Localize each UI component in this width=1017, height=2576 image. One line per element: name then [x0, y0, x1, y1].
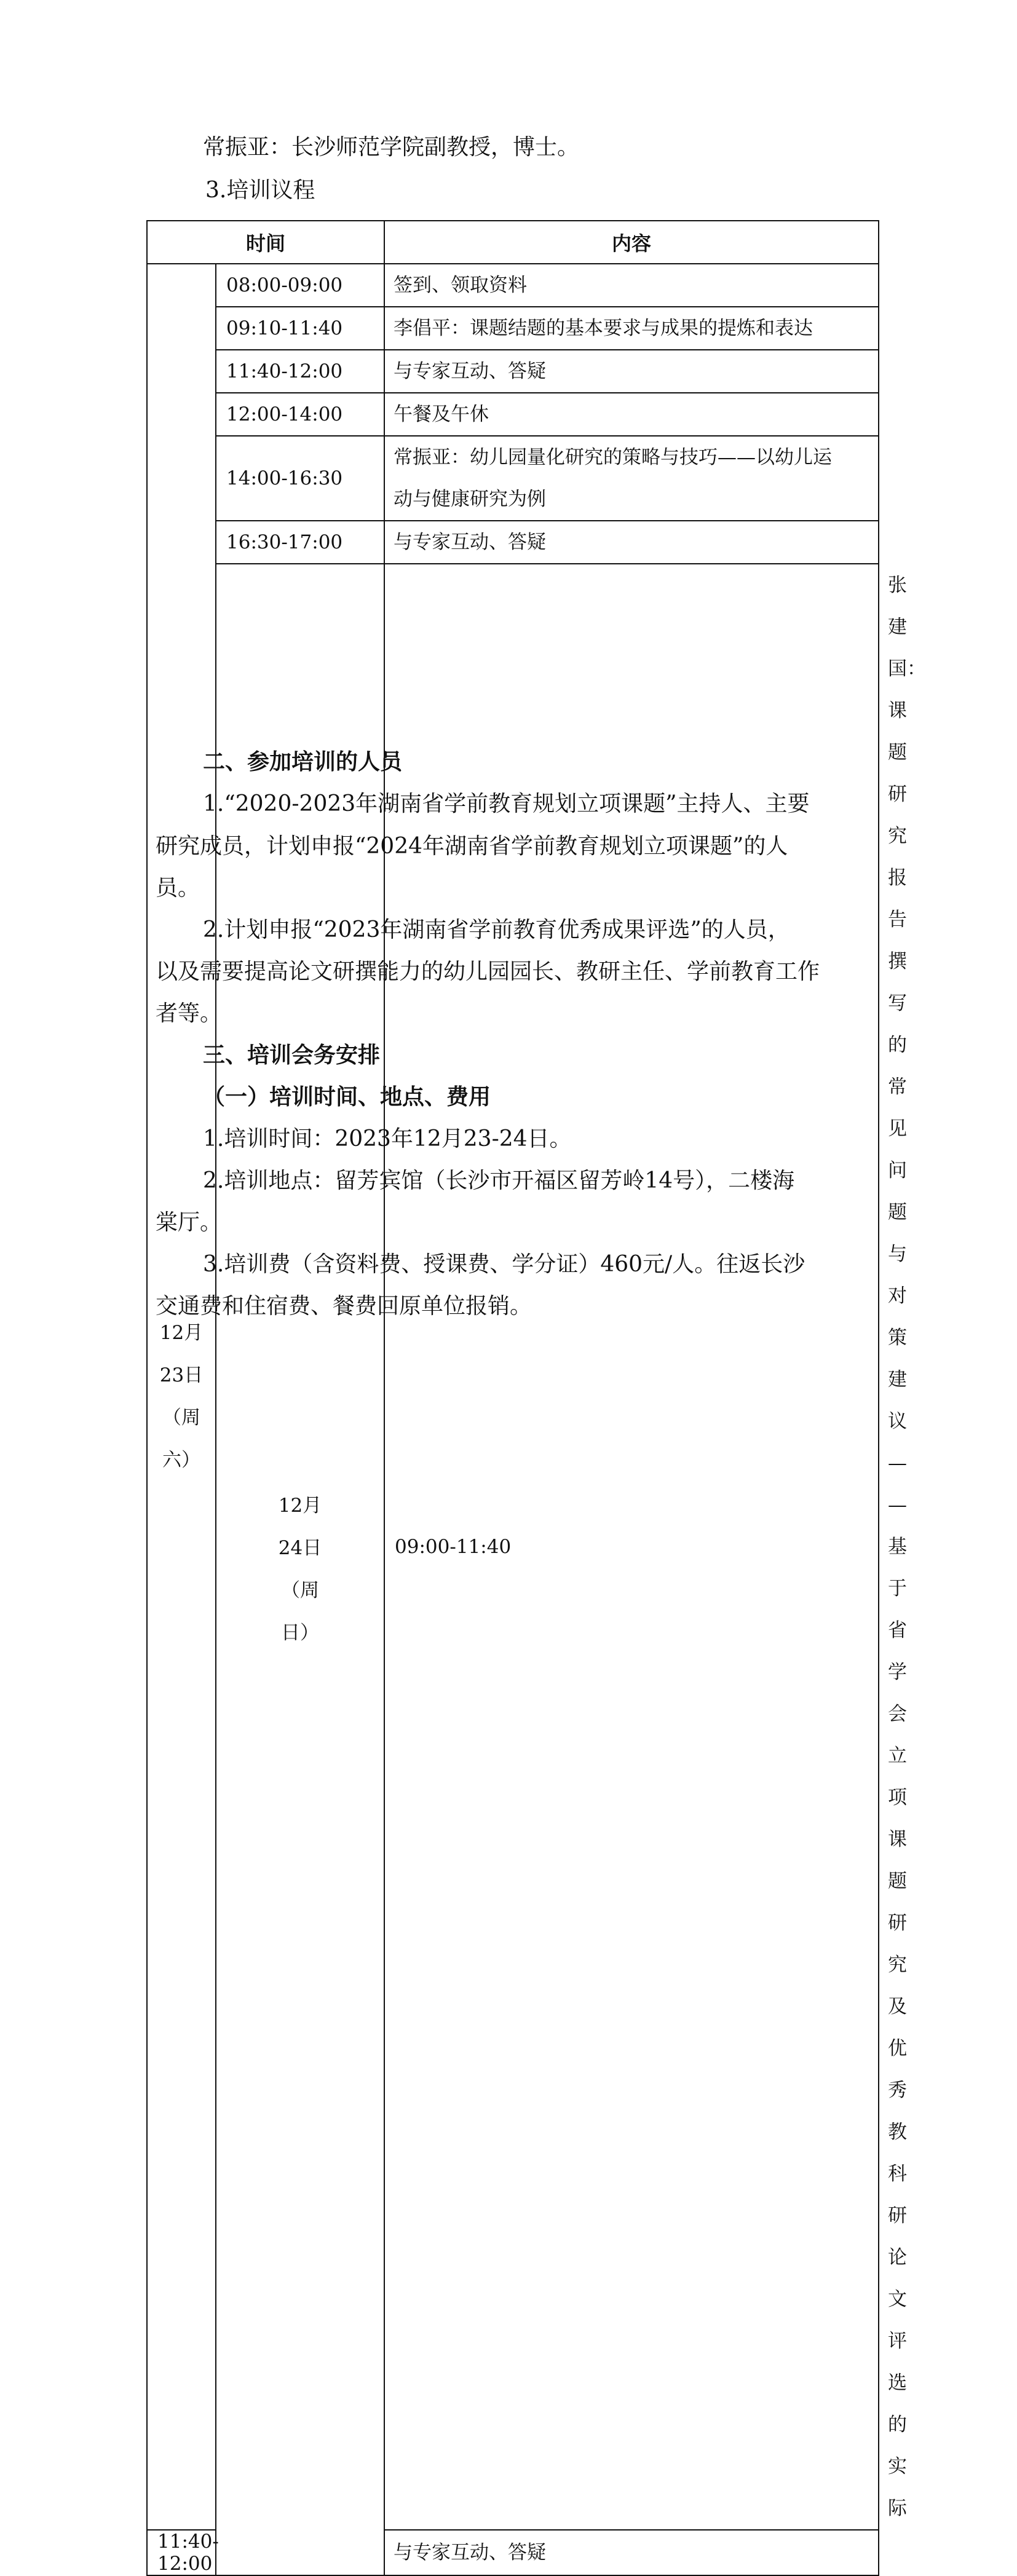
table-row: 12月 24日 （周 日） 09:00-11:40 张建国：课题研究报告撰写的常见问题与对策建议— —基于省学会立项课题研究及优秀教科研论文评选的 实际 — [147, 564, 879, 2530]
date-line: （周 — [162, 1407, 200, 1429]
table-row — [147, 350, 879, 393]
section3-item1: 1.培训时间：2023年12月23-24日。 — [203, 1126, 572, 1152]
date-line: 日） — [281, 1622, 319, 1644]
table-row — [147, 521, 879, 564]
header-content: 内容 — [384, 221, 879, 264]
date-cell-day1 — [147, 264, 216, 2530]
date-line: 12月 — [159, 1322, 204, 1344]
time-cell: 08:00-09:00 — [216, 264, 384, 307]
content-line: 动与健康研究为例 — [394, 488, 547, 510]
content-cell: 午餐及午休 — [384, 393, 879, 436]
content-cell: 与专家互动、答疑 — [384, 521, 879, 564]
content-cell — [384, 436, 879, 521]
section2-item1-line: 员。 — [156, 875, 200, 901]
time-cell: 11:40-12:00 — [216, 350, 384, 393]
agenda-heading: 3.培训议程 — [205, 178, 315, 203]
time-cell: 09:10-11:40 — [216, 307, 384, 350]
section2-heading: 二、参加培训的人员 — [203, 749, 403, 775]
time-cell: 16:30-17:00 — [216, 521, 384, 564]
content-cell: 李倡平：课题结题的基本要求与成果的提炼和表达 — [384, 307, 879, 350]
header-time: 时间 — [147, 221, 384, 264]
section2-item2-line: 者等。 — [156, 1001, 223, 1026]
time-cell: 14:00-16:30 — [216, 436, 384, 521]
date-line: 23日 — [159, 1364, 204, 1386]
agenda-table — [146, 220, 927, 2576]
table-row — [147, 307, 879, 350]
section2-item2-line: 2.计划申报“2023年湖南省学前教育优秀成果评选”的人员， — [203, 917, 790, 942]
section2-item1-line: 1.“2020-2023年湖南省学前教育规划立项课题”主持人、主要 — [203, 791, 810, 816]
section3-item3-line: 3.培训费（含资料费、授课费、学分证）460元/人。往返长沙 — [203, 1252, 805, 1277]
section3-item3-line: 交通费和住宿费、餐费回原单位报销。 — [156, 1294, 532, 1319]
content-cell: 与专家互动、答疑 — [384, 350, 879, 393]
section3-item2-line: 棠厅。 — [156, 1210, 223, 1235]
table-row — [147, 393, 879, 436]
date-line: 12月 — [278, 1495, 322, 1517]
section2-item1-line: 研究成员，计划申报“2024年湖南省学前教育规划立项课题”的人 — [156, 834, 788, 859]
expert-line: 常振亚：长沙师范学院副教授，博士。 — [203, 135, 580, 160]
table-row — [147, 436, 879, 521]
date-cell-day2 — [216, 564, 384, 2575]
table-header-row — [147, 221, 879, 264]
section3-subheading: （一）培训时间、地点、费用 — [203, 1085, 491, 1110]
section2-item2-line: 以及需要提高论文研撰能力的幼儿园园长、教研主任、学前教育工作 — [156, 959, 820, 984]
date-line: 24日 — [278, 1537, 322, 1559]
table-row — [147, 264, 879, 307]
time-cell: 12:00-14:00 — [216, 393, 384, 436]
date-line: （周 — [281, 1579, 319, 1602]
content-line: 常振亚：幼儿园量化研究的策略与技巧——以幼儿运 — [394, 446, 833, 468]
date-line: 六） — [162, 1449, 200, 1471]
time-cell: 11:40-12:00 — [147, 2530, 216, 2575]
section3-item2-line: 2.培训地点：留芳宾馆（长沙市开福区留芳岭14号），二楼海 — [203, 1168, 795, 1193]
section3-heading: 三、培训会务安排 — [203, 1043, 381, 1068]
content-cell: 与专家互动、答疑 — [384, 2530, 879, 2575]
content-cell: 签到、领取资料 — [384, 264, 879, 307]
time-cell: 09:00-11:40 — [384, 564, 879, 2530]
